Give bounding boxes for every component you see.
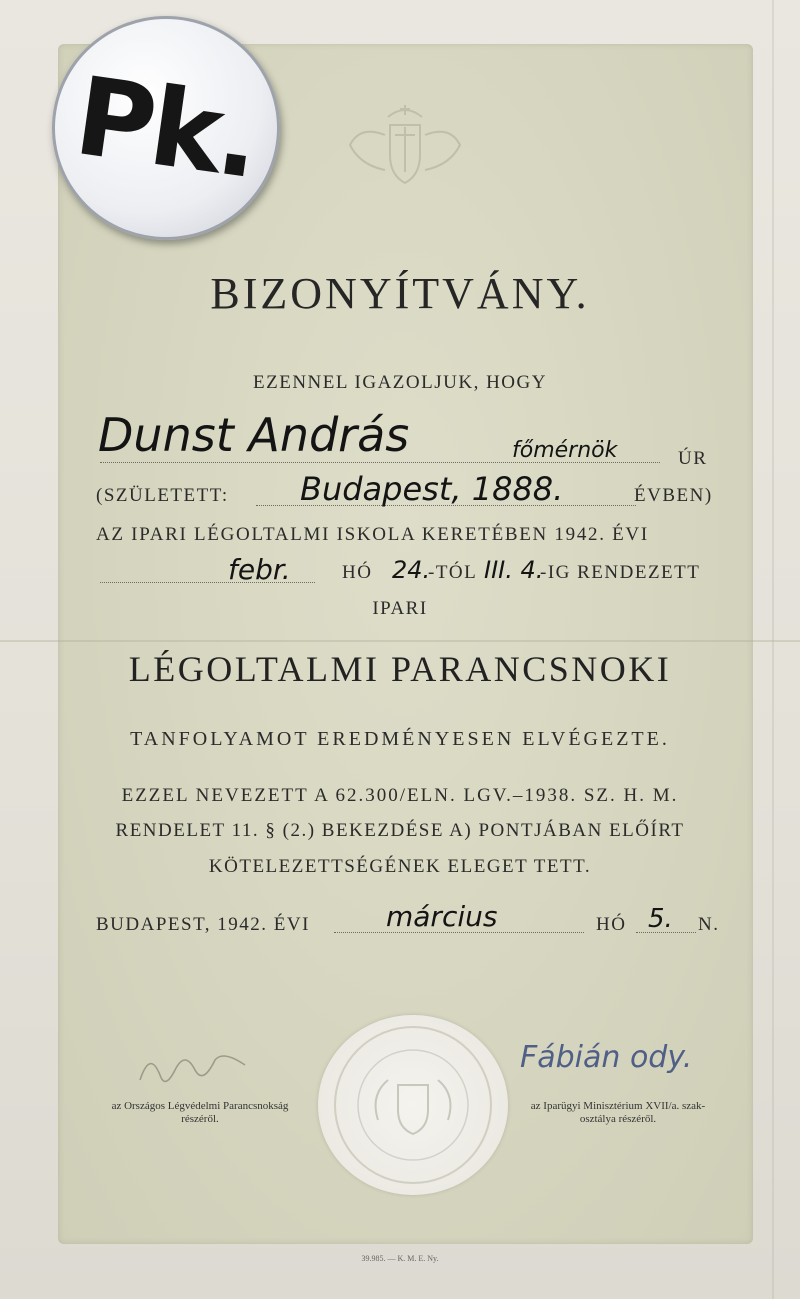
ig-text: -IG RENDEZETT <box>540 562 701 583</box>
intro-text: EZENNEL IGAZOLJUK, HOGY <box>253 372 547 393</box>
decree-line-1: EZZEL NEVEZETT A 62.300/ELN. LGV.–1938. SZ. H. M. <box>121 785 679 806</box>
coat-of-arms-emboss-icon <box>340 95 470 205</box>
pk-enamel-badge <box>52 16 280 240</box>
seal-emblem-icon <box>318 1015 508 1195</box>
right-signatory-line-2: osztálya részéről. <box>579 1113 657 1125</box>
fold-line-horizontal <box>0 640 800 642</box>
ipari-text: IPARI <box>372 598 428 619</box>
handwritten-day-from: 24. <box>392 556 431 584</box>
handwritten-month: febr. <box>228 553 291 586</box>
ho-text: HÓ <box>342 562 373 583</box>
tol-text: -TÓL <box>428 562 478 583</box>
school-line: AZ IPARI LÉGOLTALMI ISKOLA KERETÉBEN 1942. ÉVI <box>96 524 649 545</box>
completed-text: TANFOLYAMOT EREDMÉNYESEN ELVÉGEZTE. <box>130 728 670 750</box>
decree-line-2: RENDELET 11. § (2.) BEKEZDÉSE A) PONTJÁBAN ELŐÍRT <box>115 820 685 841</box>
left-signature-icon <box>130 1040 260 1100</box>
embossed-seal <box>318 1015 508 1195</box>
left-signatory-line-2: részéről. <box>181 1113 219 1125</box>
right-signatory-line-1: az Iparügyi Minisztérium XVII/a. szak- <box>530 1100 706 1112</box>
ur-text: ÚR <box>678 448 708 469</box>
handwritten-sign-month: március <box>386 900 498 933</box>
right-signatory <box>508 1100 728 1126</box>
course-title: LÉGOLTALMI PARANCSNOKI <box>128 649 672 689</box>
sign-ho-text: HÓ <box>596 914 627 935</box>
right-signature: Fábián ody. <box>520 1040 693 1075</box>
decree-line-3: KÖTELEZETTSÉGÉNEK ELEGET TETT. <box>208 856 592 877</box>
handwritten-rank: főmérnök <box>512 438 618 463</box>
handwritten-birthplace: Budapest, 1888. <box>300 470 564 508</box>
badge-text: Pk. <box>68 53 264 203</box>
printer-mark: 39.985. — K. M. E. Ny. <box>361 1254 439 1263</box>
place-date-text: BUDAPEST, 1942. ÉVI <box>96 914 310 935</box>
born-label: (SZÜLETETT: <box>96 485 229 506</box>
handwritten-sign-day: 5. <box>648 904 673 934</box>
left-signatory-line-1: az Országos Légvédelmi Parancsnokság <box>111 1100 289 1112</box>
born-suffix: ÉVBEN) <box>634 485 713 506</box>
handwritten-name: Dunst András <box>98 408 410 462</box>
left-signatory <box>80 1100 320 1126</box>
sign-n-text: N. <box>698 914 720 935</box>
certificate-title: BIZONYÍTVÁNY. <box>210 269 590 318</box>
handwritten-day-to: III. 4. <box>484 556 544 584</box>
